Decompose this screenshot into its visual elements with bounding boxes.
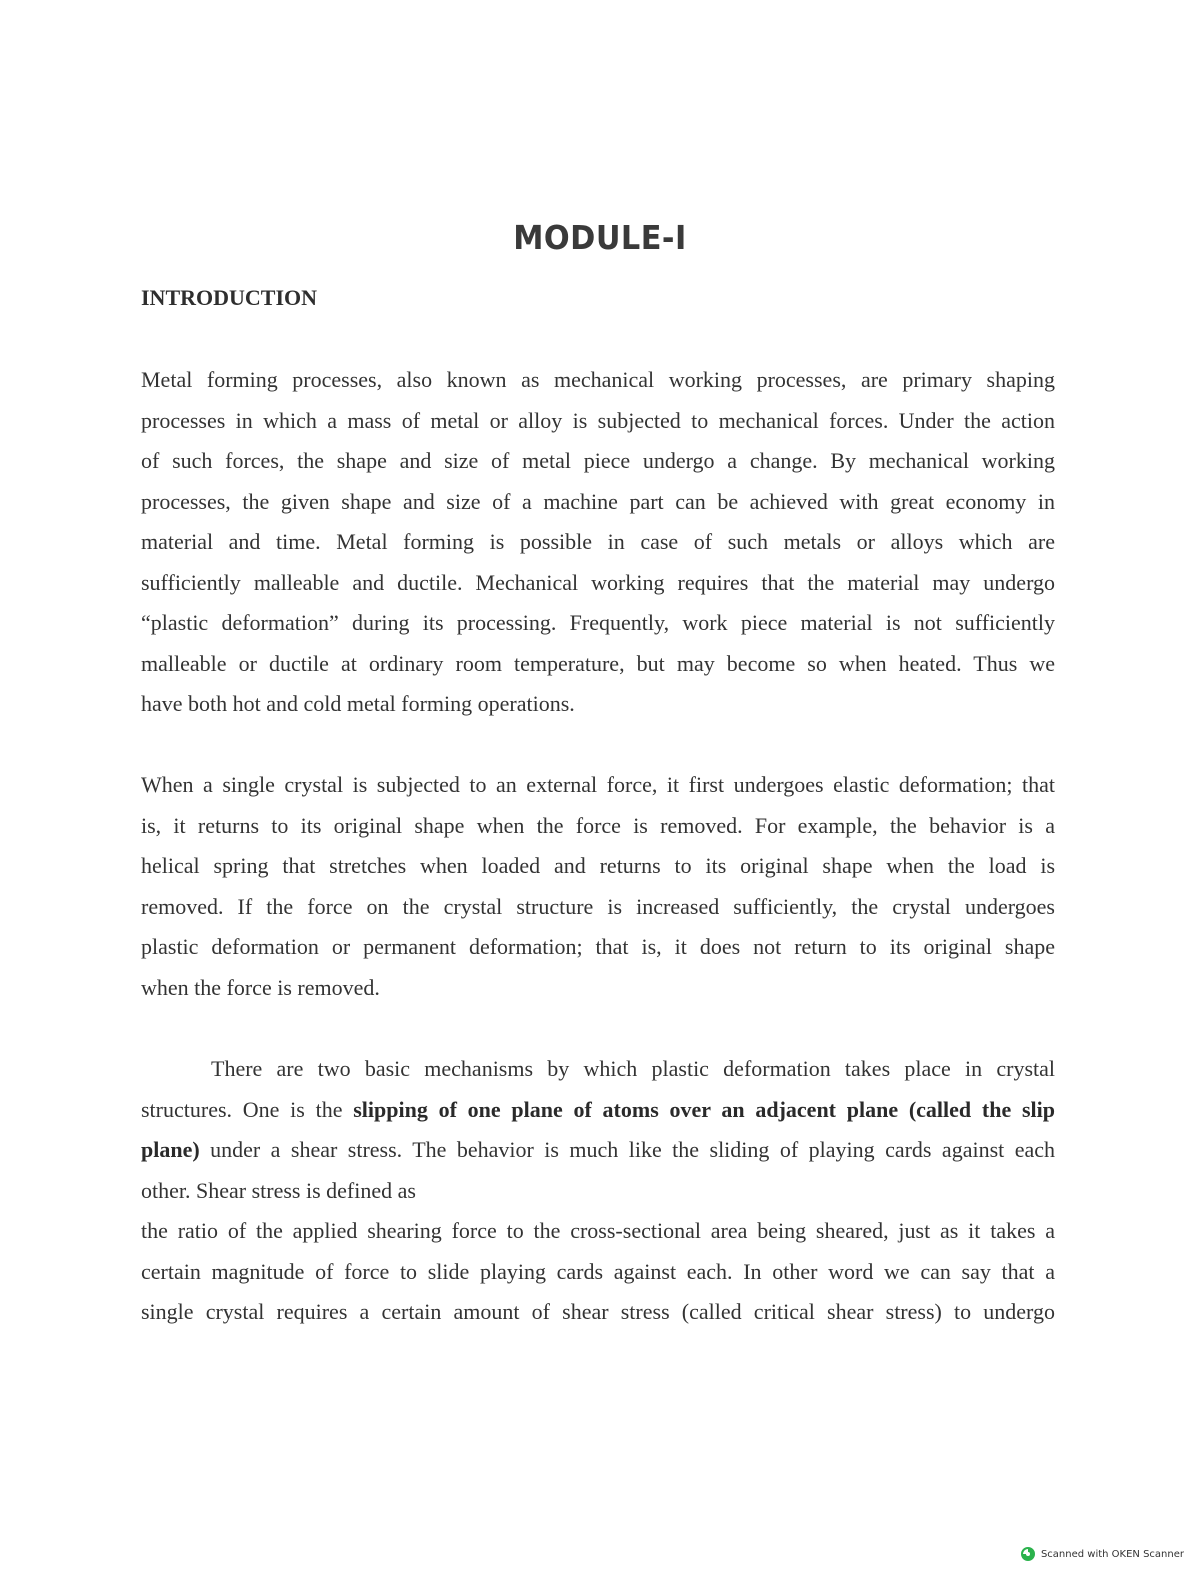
- paragraph-line: have both hot and cold metal forming operations.: [141, 691, 575, 716]
- paragraph-line: of such forces, the shape and size of metal piece undergo a change. By mechanical working: [141, 448, 1055, 473]
- paragraph-line: certain magnitude of force to slide playing cards against each. In other word we can say that a: [141, 1258, 1055, 1284]
- paragraph-line: other. Shear stress is defined as: [141, 1177, 416, 1203]
- scanner-watermark: [1021, 1544, 1184, 1564]
- paragraph-line: helical spring that stretches when loaded and returns to its original shape when the load is: [141, 853, 1055, 878]
- paragraph-line: “plastic deformation” during its processing. Frequently, work piece material is not sufficiently: [141, 610, 1055, 635]
- paragraph-text: structures. One is the: [141, 1096, 354, 1122]
- paragraph-line: When a single crystal is subjected to an external force, it first undergoes elastic deformation; that: [141, 772, 1055, 797]
- bold-slip-text: plane): [141, 1137, 200, 1162]
- paragraph-line: removed. If the force on the crystal structure is increased sufficiently, the crystal undergoes: [141, 893, 1055, 919]
- paragraph-line: [141, 1130, 1055, 1171]
- paragraph-single-crystal: [141, 765, 1055, 1008]
- paragraph-line: [141, 1090, 1055, 1131]
- bold-slip-text: slipping of one plane of atoms over an adjacent plane (called the slip: [353, 1096, 1055, 1122]
- paragraph-line: processes, the given shape and size of a machine part can be achieved with great economy in: [141, 488, 1055, 514]
- paragraph-metal-forming: [141, 360, 1055, 725]
- paragraph-line: sufficiently malleable and ductile. Mechanical working requires that the material may undergo: [141, 569, 1055, 595]
- watermark-text: Scanned with OKEN Scanner: [1040, 1548, 1184, 1560]
- paragraph-line: single crystal requires a certain amount of shear stress (called critical shear stress) to undergo: [141, 1299, 1055, 1324]
- paragraph-line: processes in which a mass of metal or alloy is subjected to mechanical forces. Under the action: [141, 407, 1055, 433]
- paragraph-line: plastic deformation or permanent deformation; that is, it does not return to its original shape: [141, 934, 1055, 959]
- paragraph-line: Metal forming processes, also known as mechanical working processes, are primary shaping: [141, 367, 1055, 392]
- section-heading-introduction: INTRODUCTION: [141, 285, 318, 310]
- paragraph-line: the ratio of the applied shearing force to the cross-sectional area being sheared, just as it takes a: [141, 1218, 1055, 1243]
- oken-scanner-logo-icon: [1021, 1547, 1035, 1561]
- paragraph-plastic-deformation-mechanisms: [141, 1049, 1055, 1333]
- paragraph-text: under a shear stress. The behavior is much like the sliding of playing cards against each: [199, 1137, 1055, 1162]
- paragraph-line: is, it returns to its original shape when the force is removed. For example, the behavior is a: [141, 812, 1055, 838]
- paragraph-line: malleable or ductile at ordinary room temperature, but may become so when heated. Thus we: [141, 650, 1055, 676]
- paragraph-line: There are two basic mechanisms by which plastic deformation takes place in crystal: [211, 1056, 1055, 1081]
- paragraph-line: material and time. Metal forming is possible in case of such metals or alloys which are: [141, 529, 1055, 554]
- page-title: MODULE-I: [513, 218, 687, 257]
- paragraph-line: when the force is removed.: [141, 974, 380, 1000]
